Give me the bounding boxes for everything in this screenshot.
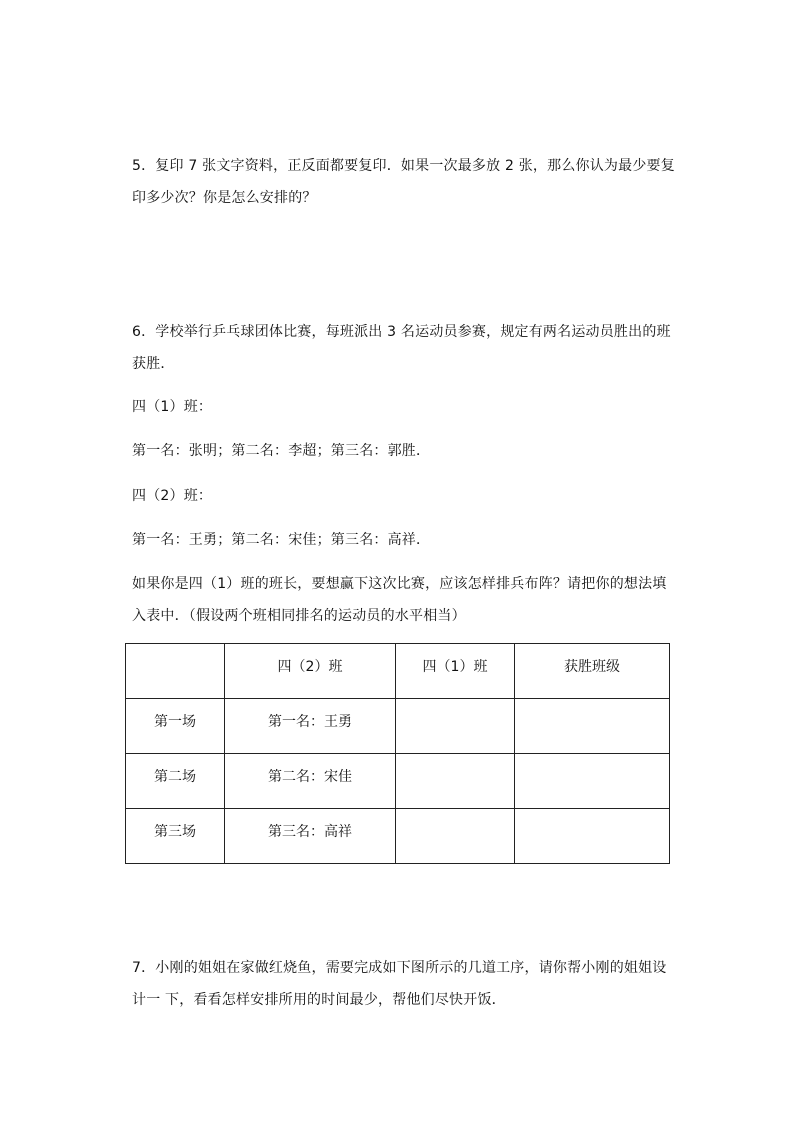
- q6-class2-header: 四（2）班：: [132, 488, 213, 504]
- table-header-row: [126, 644, 670, 699]
- table-header-cell: 四（1）班: [396, 644, 515, 699]
- q6-class1-header: 四（1）班：: [132, 399, 213, 415]
- table-cell-class1-answer[interactable]: [396, 699, 515, 754]
- q6-prompt-line-1: 如果你是四（1）班的班长，要想赢下这次比赛，应该怎样排兵布阵？请把你的想法填: [132, 576, 667, 592]
- table-cell-winner-answer[interactable]: [515, 699, 670, 754]
- q7-text-line-2: 计一 下，看看怎样安排所用的时间最少，帮他们尽快开饭．: [132, 992, 506, 1008]
- q6-class2-roster: 第一名：王勇；第二名：宋佳；第三名：高祥．: [132, 532, 431, 548]
- q6-prompt-line-2: 入表中．（假设两个班相同排名的运动员的水平相当）: [132, 608, 466, 624]
- table-cell-class2-player: 第二名：宋佳: [225, 754, 396, 809]
- table-cell-round: 第三场: [126, 809, 225, 864]
- table-row: [126, 754, 670, 809]
- table-cell-winner-answer[interactable]: [515, 809, 670, 864]
- table-cell-round: 第二场: [126, 754, 225, 809]
- table-cell-class1-answer[interactable]: [396, 754, 515, 809]
- table-cell-winner-answer[interactable]: [515, 754, 670, 809]
- table-header-cell: 四（2）班: [225, 644, 396, 699]
- table-header-cell: [126, 644, 225, 699]
- q5-text-line-2: 印多少次？你是怎么安排的？: [132, 190, 317, 206]
- table-cell-round: 第一场: [126, 699, 225, 754]
- q7-text-line-1: 7．小刚的姐姐在家做红烧鱼，需要完成如下图所示的几道工序，请你帮小刚的姐姐设: [132, 960, 667, 976]
- table-cell-class2-player: 第一名：王勇: [225, 699, 396, 754]
- table-row: [126, 809, 670, 864]
- q6-text-line-1: 6．学校举行乒乓球团体比赛，每班派出 3 名运动员参赛，规定有两名运动员胜出的班: [132, 324, 671, 340]
- match-table: [125, 643, 670, 864]
- q6-class1-roster: 第一名：张明；第二名：李超；第三名：郭胜．: [132, 443, 431, 459]
- q6-text-line-2: 获胜．: [132, 356, 175, 372]
- table-header-cell: 获胜班级: [515, 644, 670, 699]
- table-cell-class2-player: 第三名：高祥: [225, 809, 396, 864]
- table-cell-class1-answer[interactable]: [396, 809, 515, 864]
- table-row: [126, 699, 670, 754]
- q5-text-line-1: 5．复印 7 张文字资料，正反面都要复印．如果一次最多放 2 张，那么你认为最少要复: [132, 158, 675, 174]
